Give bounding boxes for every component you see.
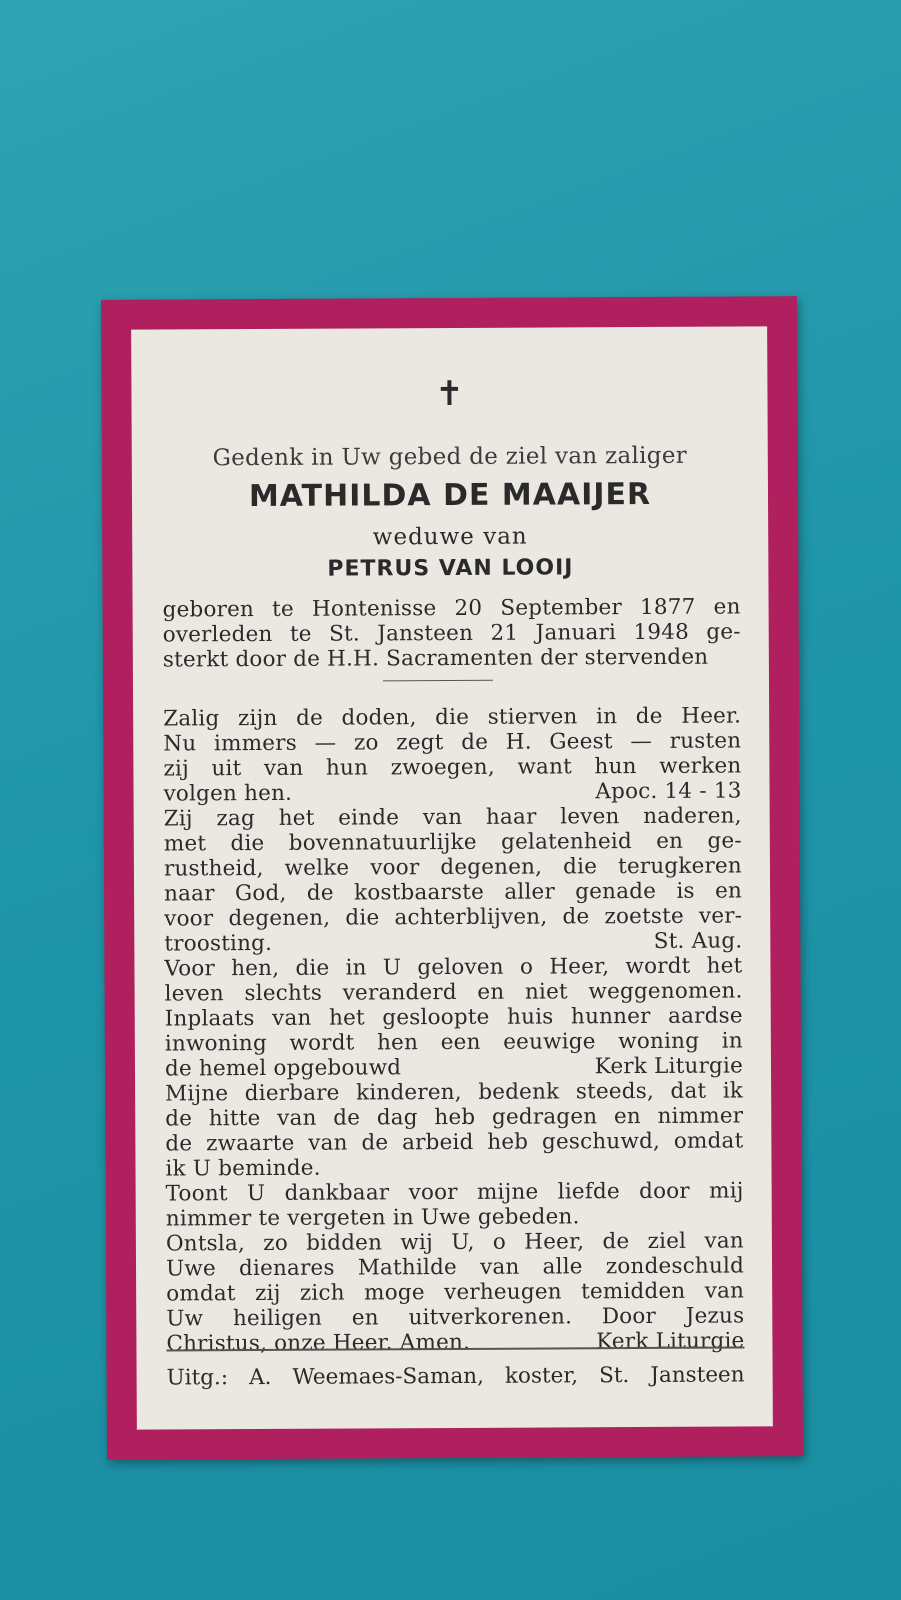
separator-line xyxy=(383,680,493,682)
text-line: leven slechts veranderd en niet weggenomen. xyxy=(164,978,743,1007)
text-line: troosting. xyxy=(164,930,273,957)
text-line-with-citation xyxy=(166,1328,744,1356)
text-line-with-citation xyxy=(164,928,742,956)
text-line: volgen hen. xyxy=(163,780,293,807)
text-line: Uw heiligen en uitverkorenen. Door Jezus xyxy=(166,1303,745,1332)
text-line: ik U beminde. xyxy=(165,1155,321,1182)
husband-name: PETRUS VAN LOOIJ xyxy=(327,555,574,582)
text-line: Nu immers — zo zegt de H. Geest — rusten xyxy=(163,728,742,757)
text-line: omdat zij zich moge verheugen temidden van xyxy=(166,1278,745,1307)
text-line: Zij zag het einde van haar leven naderen, xyxy=(163,803,742,832)
text-line: Mijne dierbare kinderen, bedenk steeds, dat ik xyxy=(165,1078,744,1107)
scripture-texts xyxy=(163,703,744,1356)
memorial-card xyxy=(101,296,803,1460)
text-line: Uwe dienares Mathilde van alle zondeschuld xyxy=(165,1253,745,1282)
text-line: overleden te St. Jansteen 21 Januari 1948 ge- xyxy=(162,619,741,648)
widow-of-label: weduwe van xyxy=(372,523,528,551)
text-line: Voor hen, die in U geloven o Heer, wordt het xyxy=(164,953,743,982)
text-line: sterkt door de H.H. Sacramenten der stervenden xyxy=(162,644,709,673)
text-line: nimmer te vergeten in Uwe gebeden. xyxy=(165,1204,580,1232)
intro-line: Gedenk in Uw gebed de ziel van zaliger xyxy=(212,442,688,472)
citation-kerk-liturgie: Kerk Liturgie xyxy=(596,1328,745,1355)
text-line: voor degenen, die achterblijven, de zoetste ver- xyxy=(164,903,743,932)
deceased-name: MATHILDA DE MAAIJER xyxy=(248,476,652,515)
text-line: zij uit van hun zwoegen, want hun werken xyxy=(163,753,742,782)
text-line: Inplaats van het gesloopte huis hunner aardse xyxy=(164,1003,743,1032)
text-line: inwoning wordt hen een eeuwige woning in xyxy=(164,1028,743,1057)
text-line: Ontsla, zo bidden wij U, o Heer, de ziel van xyxy=(165,1228,744,1257)
text-line: de hitte van de dag heb gedragen en nimmer xyxy=(165,1103,744,1132)
text-line: de zwaarte van de arbeid heb geschuwd, omdat xyxy=(165,1128,744,1157)
cross-icon: ✝ xyxy=(435,373,464,415)
birth-death-paragraph xyxy=(163,594,741,672)
citation-kerk-liturgie: Kerk Liturgie xyxy=(594,1053,744,1080)
citation-apoc: Apoc. 14 - 13 xyxy=(595,778,742,805)
citation-augustine: St. Aug. xyxy=(653,928,743,954)
text-line-with-citation xyxy=(163,778,741,806)
text-line: de hemel opgebouwd xyxy=(164,1055,402,1082)
text-line: Toont U dankbaar voor mijne liefde door mij xyxy=(165,1178,744,1207)
text-line: Zalig zijn de doden, die stierven in de Heer. xyxy=(163,703,742,732)
text-line: naar God, de kostbaarste aller genade is en xyxy=(164,878,743,907)
text-line: Christus, onze Heer. Amen. xyxy=(166,1329,471,1357)
text-line: geboren te Hontenisse 20 September 1877 en xyxy=(162,594,741,623)
text-line: met die bovennatuurlijke gelatenheid en ge- xyxy=(163,828,742,857)
text-line-with-citation xyxy=(165,1053,743,1081)
text-line: rustheid, welke voor degenen, die terugkeren xyxy=(163,853,743,882)
card-inner xyxy=(131,326,773,1429)
publisher-footer: Uitg.: A. Weemaes-Saman, koster, St. Jansteen xyxy=(166,1362,745,1391)
